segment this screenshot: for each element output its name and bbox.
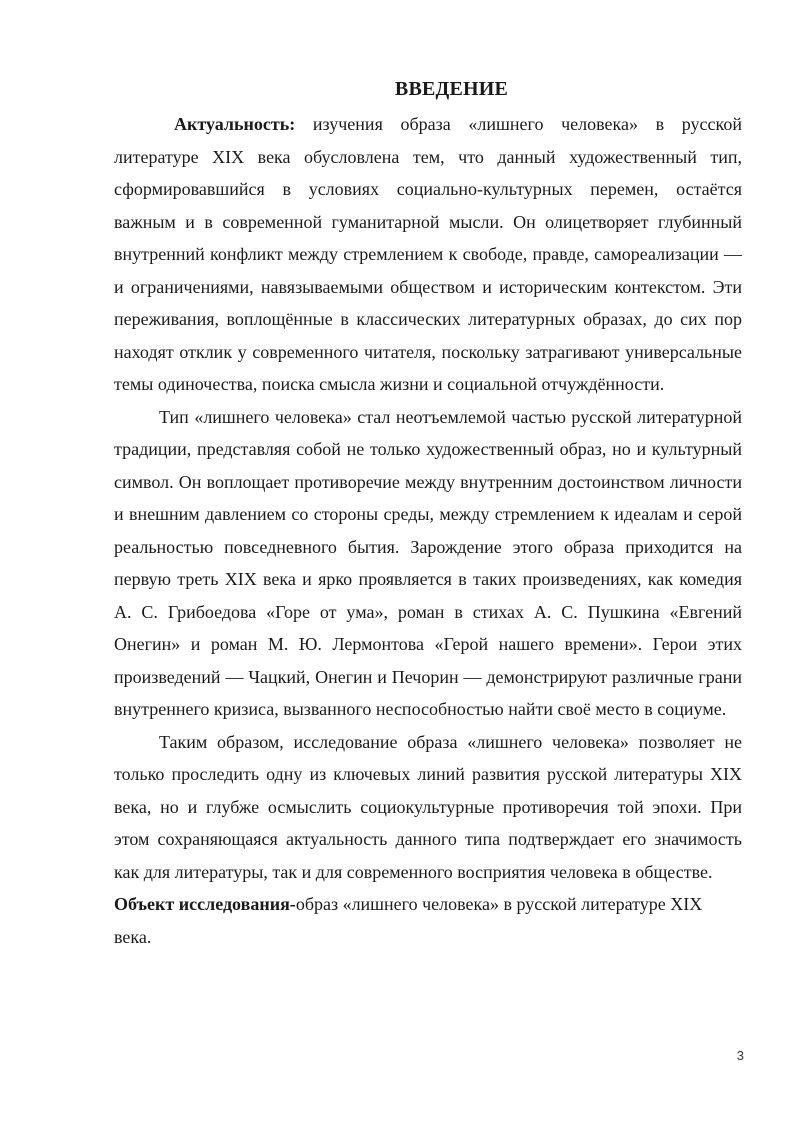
research-object-label: Объект исследования- (114, 894, 296, 914)
relevance-label: Актуальность: (174, 114, 296, 134)
page-title: ВВЕДЕНИЕ (394, 78, 509, 100)
paragraph-relevance (114, 108, 742, 401)
paragraph-type: Тип «лишнего человека» стал неотъемлемой частью русской литературной традиции, представляя собой не только художественный образ, но и культурный символ. Он воплощает противоречие между внутренним достоинством личности и внешним давлением со стороны среды, между стремлением к идеалам и серой реальностью повседневного бытия. Зарождение этого образа приходится на первую треть XIX века и ярко проявляется в таких произведениях, как комедия А. С. Грибоедова «Горе от ума», роман в стихах А. С. Пушкина «Евгений Онегин» и роман М. Ю. Лермонтова «Герой нашего времени». Герои этих произведений — Чацкий, Онегин и Печорин — демонстрируют различные грани внутреннего кризиса, вызванного неспособностью найти своё место в социуме. (114, 406, 742, 719)
paragraph-conclusion: Таким образом, исследование образа «лишнего человека» позволяет не только проследить одну из ключевых линий развития русской литературы XIX века, но и глубже осмыслить социокультурные противоречия той эпохи. При этом сохраняющаяся актуальность данного типа подтверждает его значимость как для литературы, так и для современного восприятия человека в обществе. (114, 731, 742, 882)
page-number: 3 (736, 1048, 744, 1063)
document-body (114, 108, 742, 953)
research-object-text: образ «лишнего человека» в русской литературе XIX века. (114, 894, 703, 947)
relevance-text: изучения образа «лишнего человека» в русской литературе XIX века обусловлена тем, что данный художественный тип, сформировавшийся в условиях социально-культурных перемен, остаётся важным и в современной гуманитарной мысли. Он олицетворяет глубинный внутренний конфликт между стремлением к свободе, правде, самореализации — и ограничениями, навязываемыми обществом и историческим контекстом. Эти переживания, воплощённые в классических литературных образах, до сих пор находят отклик у современного читателя, поскольку затрагивают универсальные темы одиночества, поиска смысла жизни и социальной отчуждённости. (114, 114, 742, 394)
paragraph-research-object (114, 888, 742, 953)
